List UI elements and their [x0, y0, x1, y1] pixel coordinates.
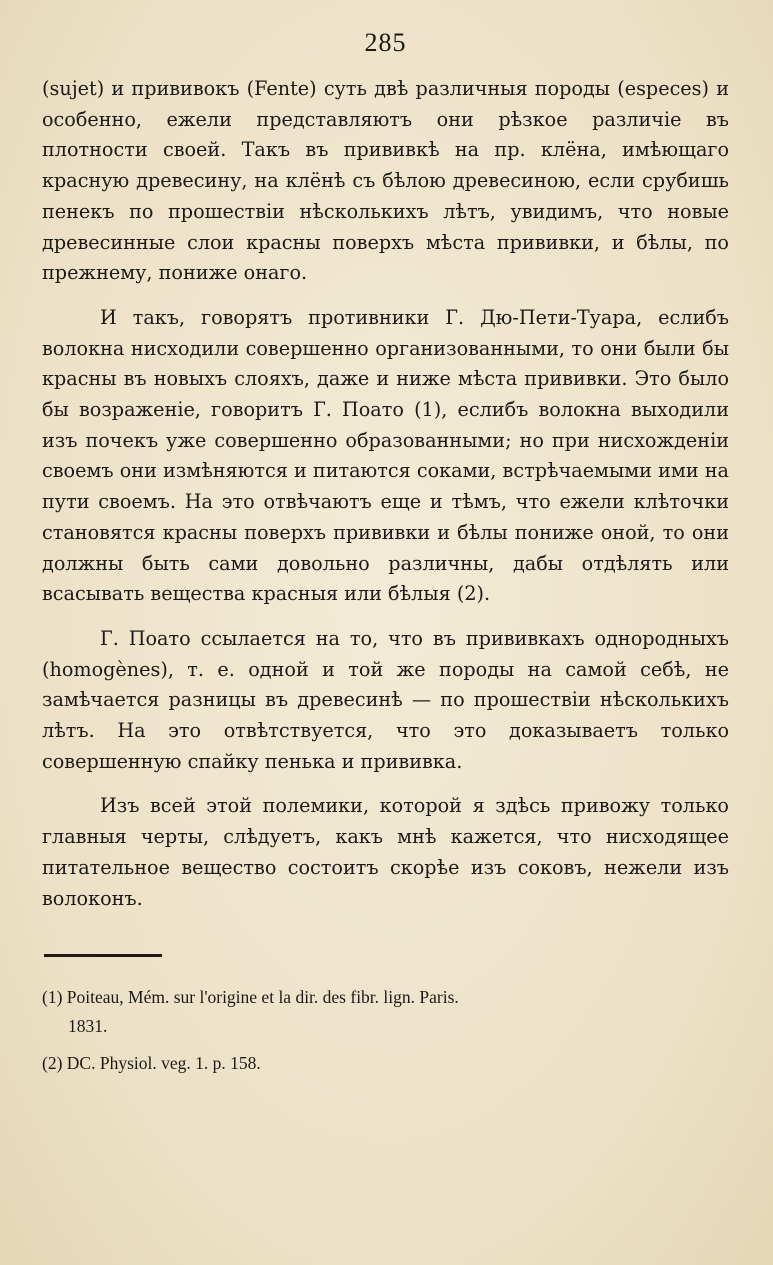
footnote-1-text: (1) Poiteau, Mém. sur l'origine et la dir. des fibr. lign. Paris. — [42, 987, 459, 1008]
footnote-1 — [42, 983, 729, 1041]
footnote-2 — [42, 1049, 729, 1078]
paragraph-1: (sujet) и прививокъ (Fente) суть двѣ различныя породы (especes) и особенно, ежели представляютъ они рѣзкое различіе въ плотности своей. Такъ въ прививкѣ на пр. клёна, имѣющаго красную древесину, на клёнѣ съ бѣлою древесиною, если срубишь пенекъ по прошествіи нѣсколькихъ лѣтъ, увидимъ, что новые древесинные слои красны поверхъ мѣста прививки, и бѣлы, по прежнему, пониже онаго. — [42, 77, 729, 285]
body-text — [42, 74, 729, 914]
footnote-2-text: (2) DC. Physiol. veg. 1. p. 158. — [42, 1053, 261, 1074]
footnote-divider — [44, 954, 162, 957]
paragraph-4: Изъ всей этой полемики, которой я здѣсь привожу только главныя черты, слѣдуетъ, какъ мнѣ кажется, что нисходящее питательное вещество состоитъ скорѣе изъ соковъ, нежели изъ волоконъ. — [42, 794, 729, 910]
paragraph-2: И такъ, говорятъ противники Г. Дю-Пети-Туара, еслибъ волокна нисходили совершенно организованными, то они были бы красны въ новыхъ слояхъ, даже и ниже мѣста прививки. Это было бы возраженіе, говоритъ Г. Поато (1), еслибъ волокна выходили изъ почекъ уже совершенно образованными; но при нисхожденіи своемъ они измѣняются и питаются соками, встрѣчаемыми ими на пути своемъ. На это отвѣчаютъ еще и тѣмъ, что ежели клѣточки становятся красны поверхъ прививки и бѣлы пониже оной, то они должны быть сами довольно различны, дабы отдѣлять или всасывать вещества красныя или бѣлыя (2). — [42, 305, 729, 606]
paragraph-3: Г. Поато ссылается на то, что въ прививкахъ однородныхъ (homogènes), т. е. одной и той же породы на самой себѣ, не замѣчается разницы въ древесинѣ — по прошествіи нѣсколькихъ лѣтъ. На это отвѣтствуется, что это доказываетъ только совершенную спайку пенька и прививка. — [42, 626, 729, 773]
page-number: 285 — [364, 28, 407, 57]
footnote-1-continuation: 1831. — [68, 1016, 108, 1037]
footnotes — [42, 983, 729, 1078]
